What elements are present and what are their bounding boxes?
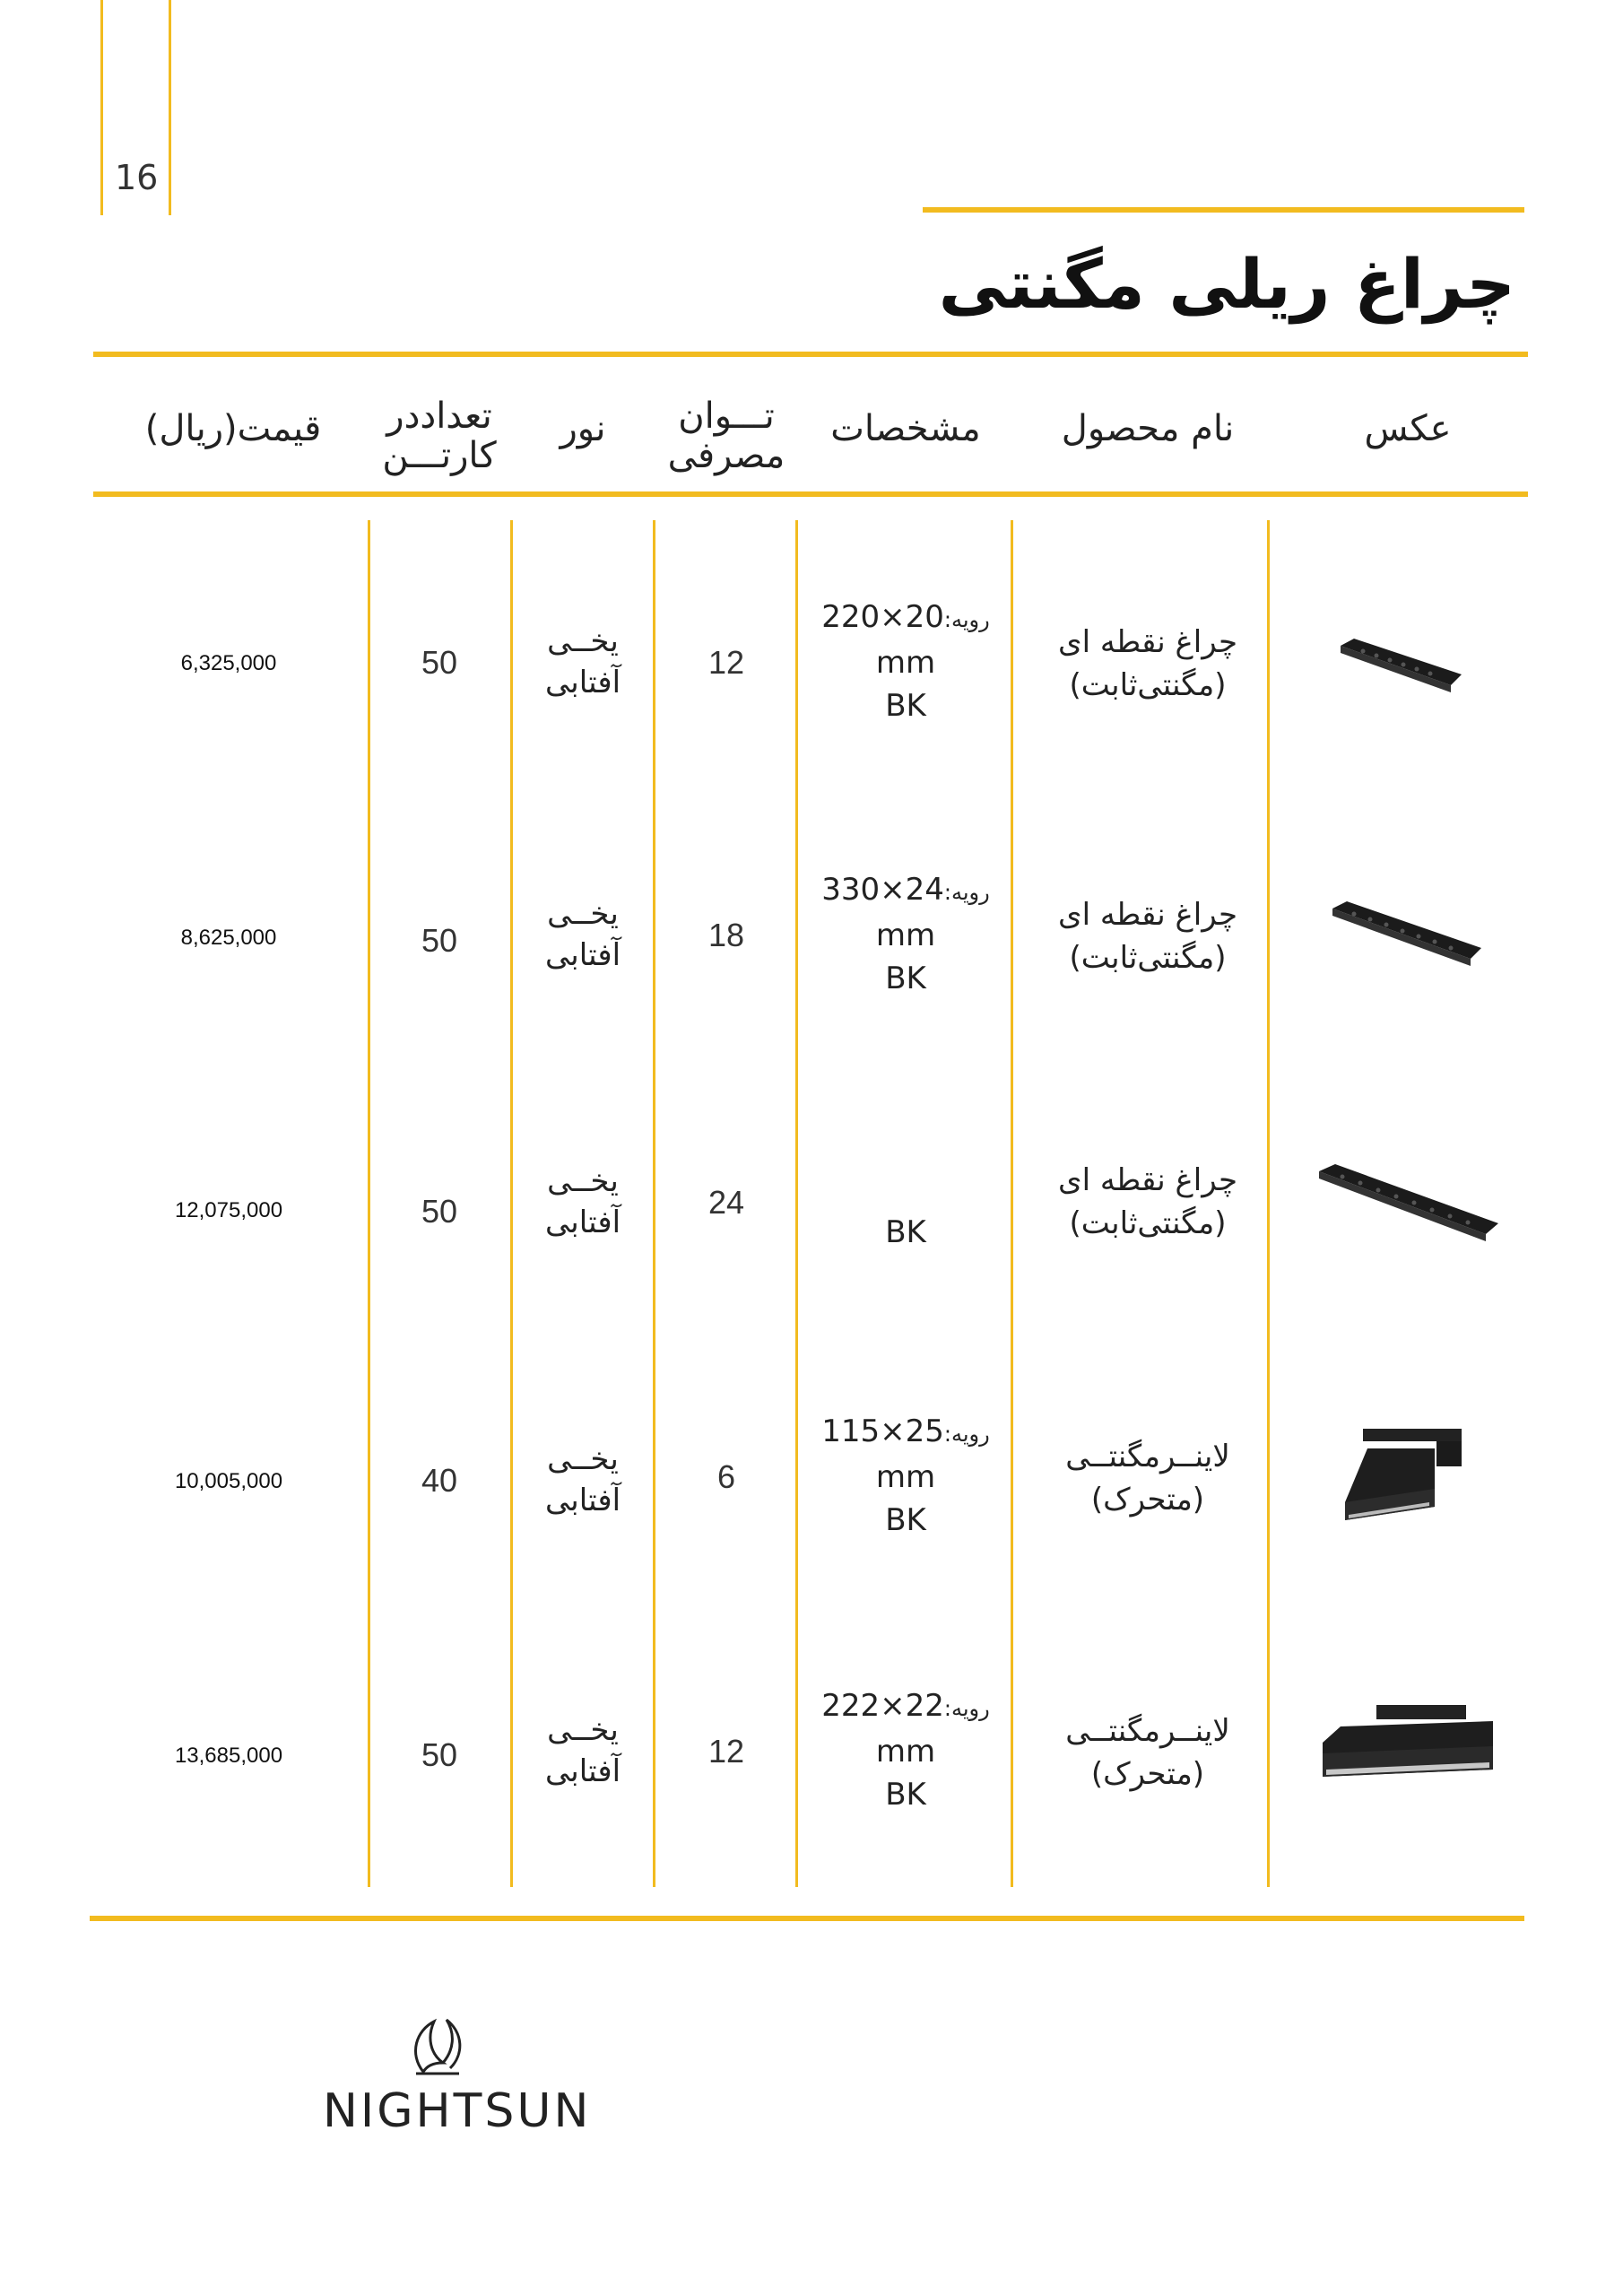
power-value: 6 — [716, 1458, 736, 1495]
track-light-image — [1336, 628, 1471, 709]
header-bottom-rule — [93, 491, 1528, 497]
product-name: چراغ نقطه ای (مگنتی‌ثابت) — [1058, 897, 1237, 976]
product-name: چراغ نقطه ای (مگنتی‌ثابت) — [1058, 1162, 1237, 1241]
light-type: یخــی آفتابی — [544, 623, 621, 700]
track-light-image — [1314, 1157, 1506, 1256]
carton-count: 50 — [421, 644, 458, 681]
light-type: یخــی آفتابی — [544, 896, 621, 973]
price-value: 13,685,000 — [174, 1744, 283, 1768]
light-type: یخــی آفتابی — [544, 1163, 621, 1240]
linear-light-image — [1314, 1700, 1506, 1803]
column-separator — [510, 520, 513, 1887]
header-price: قیمت(ریال) — [144, 408, 322, 449]
header-light: نور — [560, 408, 606, 449]
column-separator — [1011, 520, 1013, 1887]
header-spec: مشخصات — [830, 408, 981, 449]
power-value: 18 — [707, 917, 745, 953]
brand-name: NIGHTSUN — [323, 2084, 592, 2138]
header-photo: عکس — [1364, 408, 1452, 449]
column-separator — [795, 520, 798, 1887]
page-number: 16 — [115, 158, 159, 197]
column-separator — [1267, 520, 1270, 1887]
left-vertical-rule-2 — [169, 0, 171, 215]
product-spec: رویه:24×330 mm BK — [821, 872, 990, 996]
price-value: 12,075,000 — [174, 1198, 283, 1222]
column-separator — [368, 520, 370, 1887]
power-value: 12 — [707, 644, 745, 681]
title-rule — [923, 207, 1524, 213]
light-type: یخــی آفتابی — [544, 1441, 621, 1518]
product-name: لاینــرمگنتــی (متحرک) — [1065, 1439, 1230, 1518]
table-bottom-rule — [90, 1916, 1524, 1921]
carton-count: 40 — [421, 1462, 458, 1499]
header-count: تعدادد‌ر کارتـــن — [382, 396, 497, 476]
product-name: چراغ نقطه ای (مگنتی‌ثابت) — [1058, 624, 1237, 703]
carton-count: 50 — [421, 922, 458, 959]
carton-count: 50 — [421, 1193, 458, 1230]
product-spec: رویه:20×220 mm BK — [821, 599, 990, 724]
track-light-image — [1327, 892, 1488, 982]
linear-light-image — [1336, 1422, 1471, 1538]
carton-count: 50 — [421, 1736, 458, 1773]
light-type: یخــی آفتابی — [544, 1712, 621, 1789]
price-value: 8,625,000 — [180, 926, 277, 950]
crescent-flame-logo-icon — [404, 2009, 475, 2081]
product-spec: رویه:25×115 mm BK — [821, 1413, 990, 1538]
left-vertical-rule — [100, 0, 103, 215]
product-spec: رویه:22×222 mm BK — [821, 1688, 990, 1813]
brand-logo — [323, 2009, 592, 2138]
power-value: 24 — [707, 1184, 745, 1221]
power-value: 12 — [707, 1733, 745, 1770]
header-power: تـــوان مصرفی — [667, 396, 785, 476]
price-value: 10,005,000 — [174, 1469, 283, 1493]
price-value: 6,325,000 — [180, 651, 277, 675]
product-name: لاینــرمگنتــی (متحرک) — [1065, 1713, 1230, 1792]
product-spec: BK — [885, 1214, 926, 1250]
header-name: نام محصول — [1061, 408, 1235, 449]
column-separator — [653, 520, 655, 1887]
table-top-rule — [93, 352, 1528, 357]
page-title: چراغ ریلی مگنتی — [938, 244, 1515, 324]
